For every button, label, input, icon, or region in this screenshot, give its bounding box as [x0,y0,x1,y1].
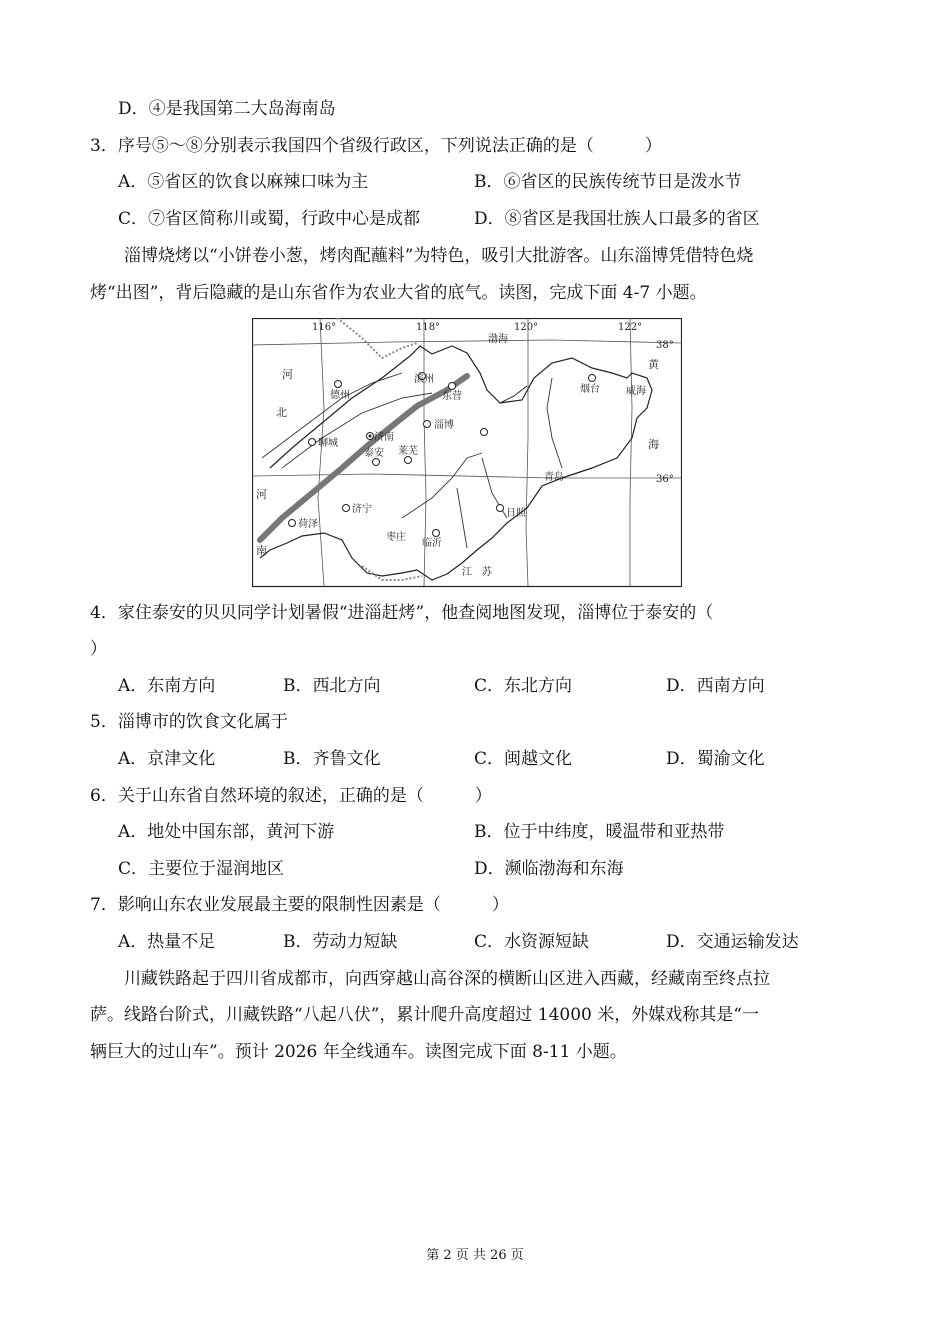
q6-option-d: D．濒临渤海和东海 [474,859,624,879]
city-rizhao: 日照 [506,508,526,519]
province-he-1: 河 [282,368,293,381]
q4-option-c: C．东北方向 [474,676,573,696]
lon-120: 120° [514,322,539,333]
q6-option-b: B．位于中纬度，暖温带和亚热带 [474,822,725,842]
province-he-2: 河 [256,488,267,501]
q7-option-a: A．热量不足 [118,932,216,952]
city-linyi: 临沂 [422,538,442,549]
city-yantai: 烟台 [580,384,600,395]
city-zibo: 淄博 [434,420,454,431]
passage1-line1: 淄博烧烤以“小饼卷小葱，烤肉配蘸料”为特色，吸引大批游客。山东淄博凭借特色烧 [124,246,754,266]
q6-option-c: C．主要位于湿润地区 [118,859,285,879]
q5-stem: 5．淄博市的饮食文化属于 [90,712,288,732]
province-nan: 南 [256,544,267,557]
q3-option-d: D．⑧省区是我国壮族人口最多的省区 [474,209,760,229]
passage2-line2: 萨。线路台阶式，川藏铁路“八起八伏”，累计爬升高度超过 14000 米，外媒戏称其是“一 [90,1005,759,1025]
lon-118: 118° [416,322,441,333]
q4-stem-end: ） [90,639,107,659]
passage2-line1: 川藏铁路起于四川省成都市，向西穿越山高谷深的横断山区进入西藏，经藏南至终点拉 [124,969,770,989]
city-jinan: 济南 [374,432,394,443]
city-heze: 荷泽 [298,519,318,530]
city-liaocheng: 聊城 [318,438,338,449]
q4-stem: 4．家住泰安的贝贝同学计划暑假“进淄赶烤”，他查阅地图发现，淄博位于泰安的（ [90,603,714,623]
lat-38: 38° [656,340,674,351]
page-footer: 第 2 页 共 26 页 [426,1248,524,1263]
city-dongying: 东营 [442,391,462,402]
q3-option-c: C．⑦省区简称川或蜀，行政中心是成都 [118,209,421,229]
province-bei: 北 [276,406,287,419]
q3-option-a: A．⑤省区的饮食以麻辣口味为主 [118,172,369,192]
city-laiwu: 莱芜 [398,446,418,457]
q5-option-b: B．齐鲁文化 [283,749,381,769]
q7-option-b: B．劳动力短缺 [283,932,398,952]
sea-bohai: 渤海 [488,334,508,345]
q5-option-a: A．京津文化 [118,749,216,769]
q6-stem: 6．关于山东省自然环境的叙述，正确的是（ ） [90,786,492,806]
q4-option-d: D．西南方向 [666,676,765,696]
city-weihai: 威海 [626,386,646,397]
passage1-line2: 烤“出图”，背后隐藏的是山东省作为农业大省的底气。读图，完成下面 4-7 小题。 [90,283,707,303]
q4-option-b: B．西北方向 [283,676,381,696]
jinan-capital-dot [369,435,372,438]
q3-stem: 3．序号⑤～⑧分别表示我国四个省级行政区，下列说法正确的是（ ） [90,136,662,156]
sea-huang-2: 海 [648,438,659,451]
q5-option-d: D．蜀渝文化 [666,749,765,769]
province-jiangsu: 江 苏 [462,567,492,578]
q2-option-d: D．④是我国第二大岛海南岛 [118,99,336,119]
q7-stem: 7．影响山东农业发展最主要的限制性因素是（ ） [90,895,509,915]
city-dezhou: 德州 [330,390,350,401]
city-zaozhuang: 枣庄 [386,532,406,543]
city-taian: 泰安 [364,448,384,459]
q7-option-c: C．水资源短缺 [474,932,590,952]
lat-36: 36° [656,474,674,485]
q5-option-c: C．闽越文化 [474,749,573,769]
q3-option-b: B．⑥省区的民族传统节日是泼水节 [474,172,742,192]
lon-116: 116° [312,322,337,333]
q6-option-a: A．地处中国东部，黄河下游 [118,822,335,842]
lon-122: 122° [618,322,643,333]
sea-huang-1: 黄 [648,358,659,371]
q7-option-d: D．交通运输发达 [666,932,799,952]
shandong-map [252,318,682,588]
city-jining: 济宁 [352,504,372,515]
q4-option-a: A．东南方向 [118,676,216,696]
city-binzhou: 滨州 [414,374,434,385]
passage2-line3: 辆巨大的过山车”。预计 2026 年全线通车。读图完成下面 8-11 小题。 [90,1042,627,1062]
city-qingdao: 青岛 [544,472,564,483]
